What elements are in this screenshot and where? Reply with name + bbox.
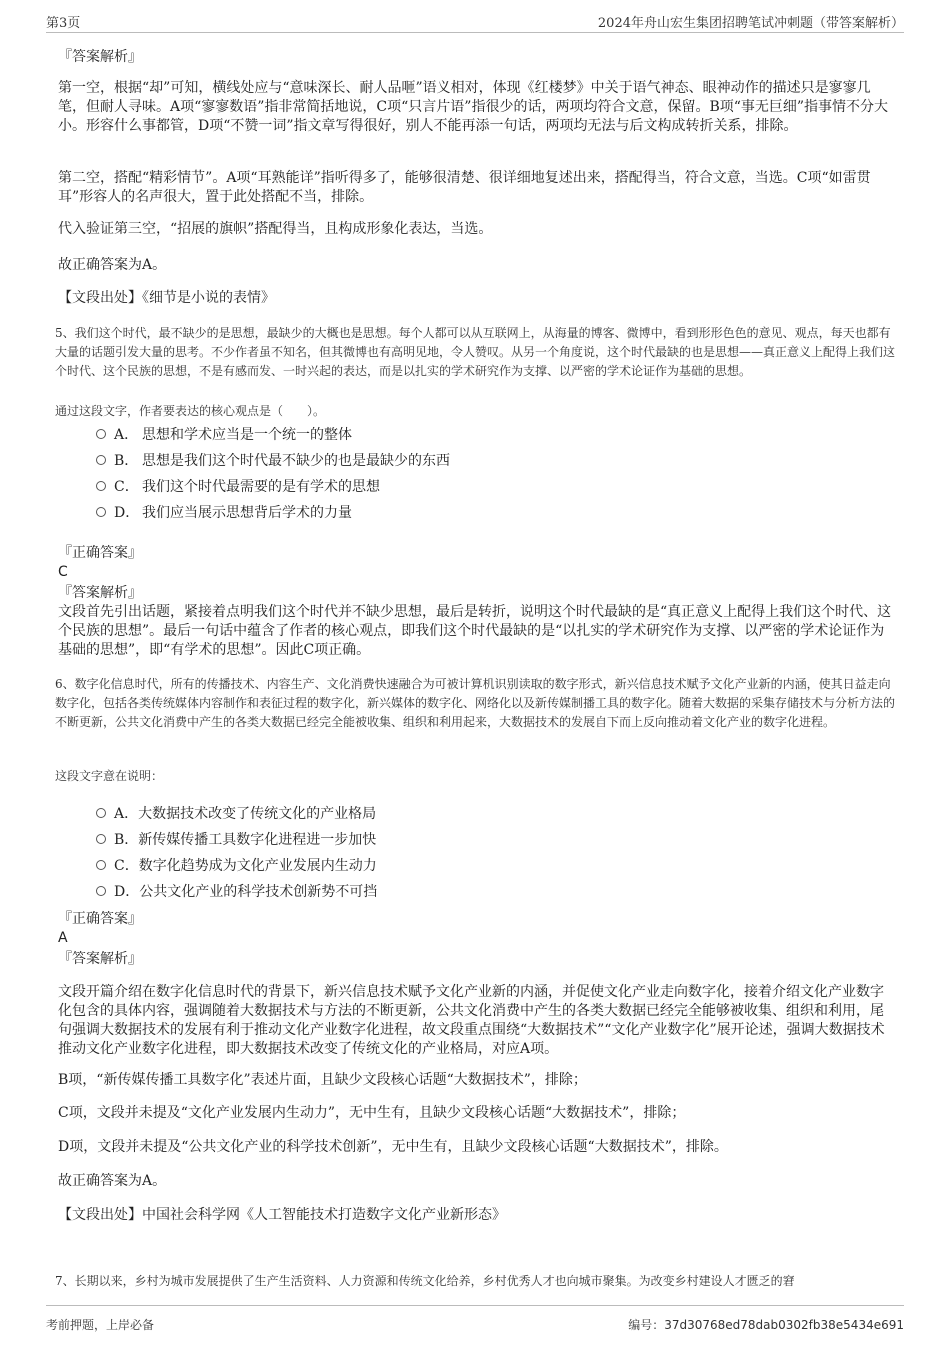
question-5-option-a[interactable]: A． 思想和学术应当是一个统一的整体 [96,426,352,444]
passage-source: 【文段出处】《细节是小说的表情》 [58,290,275,306]
radio-icon[interactable] [96,860,106,870]
question-6-analysis-b: B项，“新传媒传播工具数字化”表述片面，且缺少文段核心话题“大数据技术”，排除； [58,1072,587,1088]
radio-icon[interactable] [96,834,106,844]
document-id: 编号：37d30768ed78dab0302fb38e5434e691 [628,1318,904,1332]
question-5-option-c[interactable]: C． 我们这个时代最需要的是有学术的思想 [96,478,380,496]
radio-icon[interactable] [96,455,106,465]
analysis-conclusion: 故正确答案为A。 [58,1173,167,1189]
radio-icon[interactable] [96,429,106,439]
page-header [46,8,904,33]
analysis-paragraph-1: 第一空，根据“却”可知，横线处应与“意味深长、耐人品咂”语义相对，体现《红楼梦》中关于语气神态、眼神动作的描述只是寥寥几笔，但耐人寻味。A项“寥寥数语”指非常简括地说，C项“只言片语”指很少的话，两项均符合文意，保留。B项“事无巨细”指事情不分大小。形容什么事都管，D项“不赞一词”指文章写得很好，别人不能再添一句话，两项均无法与后文构成转折关系，排除。 [58,80,889,134]
question-6-option-c[interactable]: C．数字化趋势成为文化产业发展内生动力 [96,857,377,875]
analysis-label: 『答案解析』 [58,585,142,601]
radio-icon[interactable] [96,808,106,818]
radio-icon[interactable] [96,507,106,517]
analysis-paragraph-3: 代入验证第三空，“招展的旗帜”搭配得当，且构成形象化表达，当选。 [58,221,493,237]
question-6-option-a[interactable]: A．大数据技术改变了传统文化的产业格局 [96,805,376,823]
passage-source: 【文段出处】中国社会科学网《人工智能技术打造数字文化产业新形态》 [58,1207,506,1223]
question-6-option-b[interactable]: B．新传媒传播工具数字化进程进一步加快 [96,831,376,849]
question-6-analysis-c: C项，文段并未提及“文化产业发展内生动力”，无中生有，且缺少文段核心话题“大数据技术”，排除； [58,1105,686,1121]
question-6-option-d[interactable]: D．公共文化产业的科学技术创新势不可挡 [96,883,377,901]
question-5-stem: 5、我们这个时代，最不缺少的是思想，最缺少的大概也是思想。每个人都可以从互联网上，从海量的博客、微博中，看到形形色色的意见、观点，每天也都有大量的话题引发大量的思考。不少作者虽不知名，但其微博也有高明见地，令人赞叹。从另一个角度说，这个时代最缺的也是思想——真正意义上配得上我们这个时代、这个民族的思想，不是有感而发、一时兴起的表达，而是以扎实的学术研究作为支撑、以严密的学术论证作为基础的思想。 [55,326,896,378]
question-5-option-b[interactable]: B． 思想是我们这个时代最不缺少的也是最缺少的东西 [96,452,450,470]
correct-answer: C [58,564,68,580]
analysis-paragraph-2: 第二空，搭配“精彩情节”。A项“耳熟能详”指听得多了，能够很清楚、很详细地复述出来，搭配得当，符合文意，当选。C项“如雷贯耳”形容人的名声很大，置于此处搭配不当，排除。 [58,170,871,205]
footer-slogan: 考前押题，上岸必备 [46,1318,155,1332]
page-number: 第3页 [46,16,81,31]
question-5-prompt: 通过这段文字，作者要表达的核心观点是（ ）。 [55,404,326,418]
page-footer [46,1305,904,1336]
correct-answer-label: 『正确答案』 [58,545,142,561]
question-7-stem: 7、长期以来，乡村为城市发展提供了生产生活资料、人力资源和传统文化给养，乡村优秀人才也向城市聚集。为改变乡村建设人才匮乏的窘 [55,1274,795,1288]
question-6-analysis-d: D项，文段并未提及“公共文化产业的科学技术创新”，无中生有，且缺少文段核心话题“大数据技术”，排除。 [58,1139,728,1155]
document-title: 2024年舟山宏生集团招聘笔试冲刺题（带答案解析） [597,16,904,31]
question-5-analysis: 文段首先引出话题，紧接着点明我们这个时代并不缺少思想，最后是转折，说明这个时代最缺的是“真正意义上配得上我们这个时代、这个民族的思想”。最后一句话中蕴含了作者的核心观点，即我们这个时代最缺的是“以扎实的学术研究作为支撑、以严密的学术论证作为基础的思想”，即“有学术的思想”。因此C项正确。 [58,604,892,658]
analysis-label: 『答案解析』 [58,49,142,65]
analysis-label: 『答案解析』 [58,951,142,967]
radio-icon[interactable] [96,481,106,491]
question-6-analysis: 文段开篇介绍在数字化信息时代的背景下，新兴信息技术赋予文化产业新的内涵，并促使文化产业走向数字化，接着介绍文化产业数字化包含的具体内容，强调随着大数据技术与方法的不断更新，公共文化消费中产生的各类大数据已经完全能够被收集、组织和利用，尾句强调大数据技术的发展有利于推动文化产业数字化进程，故文段重点围绕“大数据技术”“文化产业数字化”展开论述，强调大数据技术推动文化产业数字化进程，即大数据技术改变了传统文化的产业格局，对应A项。 [58,984,885,1057]
correct-answer: A [58,930,68,946]
analysis-conclusion: 故正确答案为A。 [58,257,167,273]
radio-icon[interactable] [96,886,106,896]
question-6-stem: 6、数字化信息时代，所有的传播技术、内容生产、文化消费快速融合为可被计算机识别读取的数字形式，新兴信息技术赋予文化产业新的内涵，使其日益走向数字化，包括各类传统媒体内容制作和表征过程的数字化，新兴媒体的数字化、网络化以及新传媒制播工具的数字化。随着大数据的采集存储技术与分析方法的不断更新，公共文化消费中产生的各类大数据已经完全能被收集、组织和利用起来，大数据技术的发展自下而上反向推动着文化产业的数字化进程。 [55,677,896,729]
question-5-option-d[interactable]: D． 我们应当展示思想背后学术的力量 [96,504,352,522]
correct-answer-label: 『正确答案』 [58,911,142,927]
question-6-prompt: 这段文字意在说明： [55,769,164,783]
